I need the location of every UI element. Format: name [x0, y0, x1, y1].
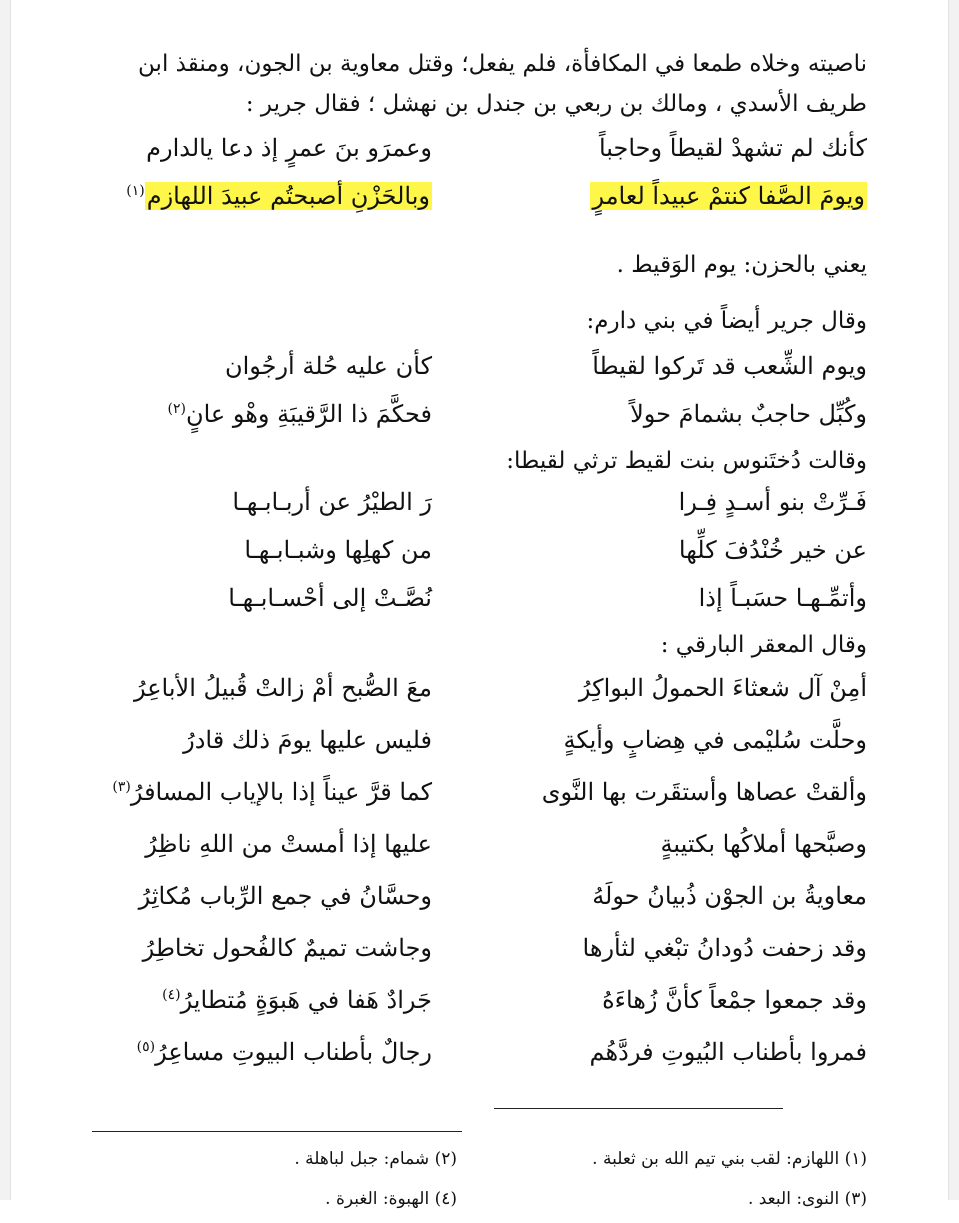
verse-second-hemistich: رَ الطيْرُ عن أربـابـهـا — [232, 488, 432, 516]
verse-first-hemistich: أمِنْ آل شعثاءَ الحمولُ البواكِرُ — [578, 674, 867, 702]
verse-line — [92, 396, 867, 444]
verse-first-hemistich: ويوم الشِّعب قد تَركوا لقيطاً — [592, 352, 867, 380]
verse-first-hemistich: وألقتْ عصاها وأستقَرت بها النَّوى — [541, 778, 867, 806]
verse-line — [92, 532, 867, 580]
verse-first-hemistich: كأنك لم تشهدْ لقيطاً وحاجباً — [598, 134, 867, 162]
verse-text: جَرادٌ هَفا في هَبوَةٍ مُتطايرُ — [180, 986, 432, 1014]
footnote-marker: (٣) — [112, 779, 131, 795]
verse-second-hemistich — [92, 778, 432, 806]
poem-muaqqir — [92, 670, 867, 1086]
footnote-item: (٢) شمام: جبل لباهلة . — [294, 1149, 457, 1169]
verse-text: فحكَّمَ ذا الرَّقيبَةِ وهْو عانٍ — [185, 400, 432, 428]
intro-paragraph: وقال المعقر البارقي : — [660, 632, 867, 658]
verse-first-hemistich: وقد زحفت دُودانُ تبْغي لثأرها — [582, 934, 867, 962]
verse-second-hemistich: نُصَّـتْ إلى أحْسـابـهـا — [228, 584, 432, 612]
footnote-marker: (١) — [126, 183, 145, 199]
highlighted-text: ويومَ الصَّفا كنتمْ عبيداً لعامرٍ — [592, 182, 865, 210]
verse-line — [92, 722, 867, 774]
page-edge-left — [0, 0, 11, 1200]
verse-first-hemistich: فَـرِّتْ بنو أسـدٍ فِـرا — [678, 488, 867, 516]
verse-second-hemistich: وحسَّانُ في جمع الرِّباب مُكاثِرُ — [138, 882, 432, 910]
verse-second-hemistich: من كهلِها وشبـابـهـا — [244, 536, 432, 564]
footnote-marker: (٥) — [136, 1039, 156, 1055]
verse-underline — [494, 1108, 783, 1109]
footnotes — [92, 1143, 867, 1223]
intro-paragraph: وقال جرير أيضاً في بني دارم: — [586, 308, 867, 334]
verse-line — [92, 580, 867, 628]
verse-first-hemistich: عن خير خُنْدُفَ كلِّها — [678, 536, 867, 564]
verse-line — [92, 178, 867, 226]
verse-text: رجالٌ بأطناب البيوتِ مساعِرُ — [155, 1038, 432, 1066]
footnote-marker: (٢) — [167, 401, 186, 417]
verse-text: كما قرَّ عيناً إذا بالإياب المسافرُ — [130, 778, 432, 806]
page-edge-right — [948, 0, 959, 1200]
verse-line — [92, 930, 867, 982]
poem-jarir-2 — [92, 348, 867, 444]
verse-line — [92, 1034, 867, 1086]
verse-first-hemistich: معاويةُ بن الجوْن ذُبيانُ حولَهُ — [592, 882, 867, 910]
verse-line — [92, 348, 867, 396]
page-content — [92, 44, 867, 1086]
footnote-row — [92, 1183, 867, 1223]
verse-line — [92, 982, 867, 1034]
verse-line — [92, 130, 867, 178]
verse-second-hemistich — [92, 182, 432, 210]
verse-second-hemistich: وجاشت تميمٌ كالفُحول تخاطِرُ — [142, 934, 432, 962]
footnote-row — [92, 1143, 867, 1183]
verse-first-hemistich: فمروا بأطناب البُيوتِ فردَّهُم — [589, 1038, 867, 1066]
verse-first-hemistich: وقد جمعوا جمْعاً كأنَّ زُهاءَهُ — [602, 986, 867, 1014]
verse-first-hemistich — [527, 182, 867, 210]
verse-second-hemistich: معَ الصُّبح أمْ زالتْ قُبيلُ الأباعِرُ — [133, 674, 432, 702]
footnote-divider — [92, 1131, 462, 1132]
verse-line — [92, 774, 867, 826]
verse-second-hemistich: كأن عليه حُلة أرجُوان — [224, 352, 432, 380]
verse-second-hemistich — [92, 986, 432, 1014]
intro-line: ناصيته وخلاه طمعا في المكافأة، فلم يفعل؛ وقتل معاوية بن الجون، ومنقذ ابن — [138, 51, 867, 77]
footnote-marker: (٤) — [162, 987, 181, 1003]
verse-line — [92, 878, 867, 930]
intro-paragraph — [92, 44, 867, 124]
verse-second-hemistich — [92, 400, 432, 428]
poem-jarir-1 — [92, 130, 867, 226]
highlighted-text: وبالحَزْنِ أصبحتُم عبيدَ اللهازم — [146, 182, 430, 210]
note-paragraph: يعني بالحزن: يوم الوَقيط . — [616, 252, 867, 278]
footnote-item: (٤) الهبوة: الغبرة . — [325, 1189, 457, 1209]
verse-second-hemistich — [92, 1038, 432, 1066]
footnote-item: (١) اللهازم: لقب بني تيم الله بن ثعلبة . — [592, 1149, 867, 1169]
verse-second-hemistich: وعمرَو بنَ عمرٍ إذ دعا يالدارم — [146, 134, 432, 162]
intro-line: طريف الأسدي ، ومالك بن ربعي بن جندل بن نهشل ؛ فقال جرير : — [245, 91, 867, 117]
verse-first-hemistich: وصبَّحها أملاكُها بكتيبةٍ — [660, 830, 867, 858]
intro-paragraph: وقالت دُختَنوس بنت لقيط ترثي لقيطا: — [506, 448, 867, 474]
verse-line — [92, 484, 867, 532]
verse-first-hemistich: وأتمِّـهـا حسَبـاً إذا — [698, 584, 867, 612]
verse-line — [92, 826, 867, 878]
footnote-item: (٣) النوى: البعد . — [747, 1189, 867, 1209]
verse-first-hemistich: وكُبِّل حاجبٌ بشمامَ حولاً — [630, 400, 867, 428]
poem-dukhtanus — [92, 484, 867, 628]
verse-first-hemistich: وحلَّت سُليْمى في هِضابٍ وأيكةٍ — [563, 726, 867, 754]
verse-second-hemistich: فليس عليها يومَ ذلك قادرُ — [183, 726, 432, 754]
verse-second-hemistich: عليها إذا أمستْ من اللهِ ناظِرُ — [145, 830, 432, 858]
verse-line — [92, 670, 867, 722]
